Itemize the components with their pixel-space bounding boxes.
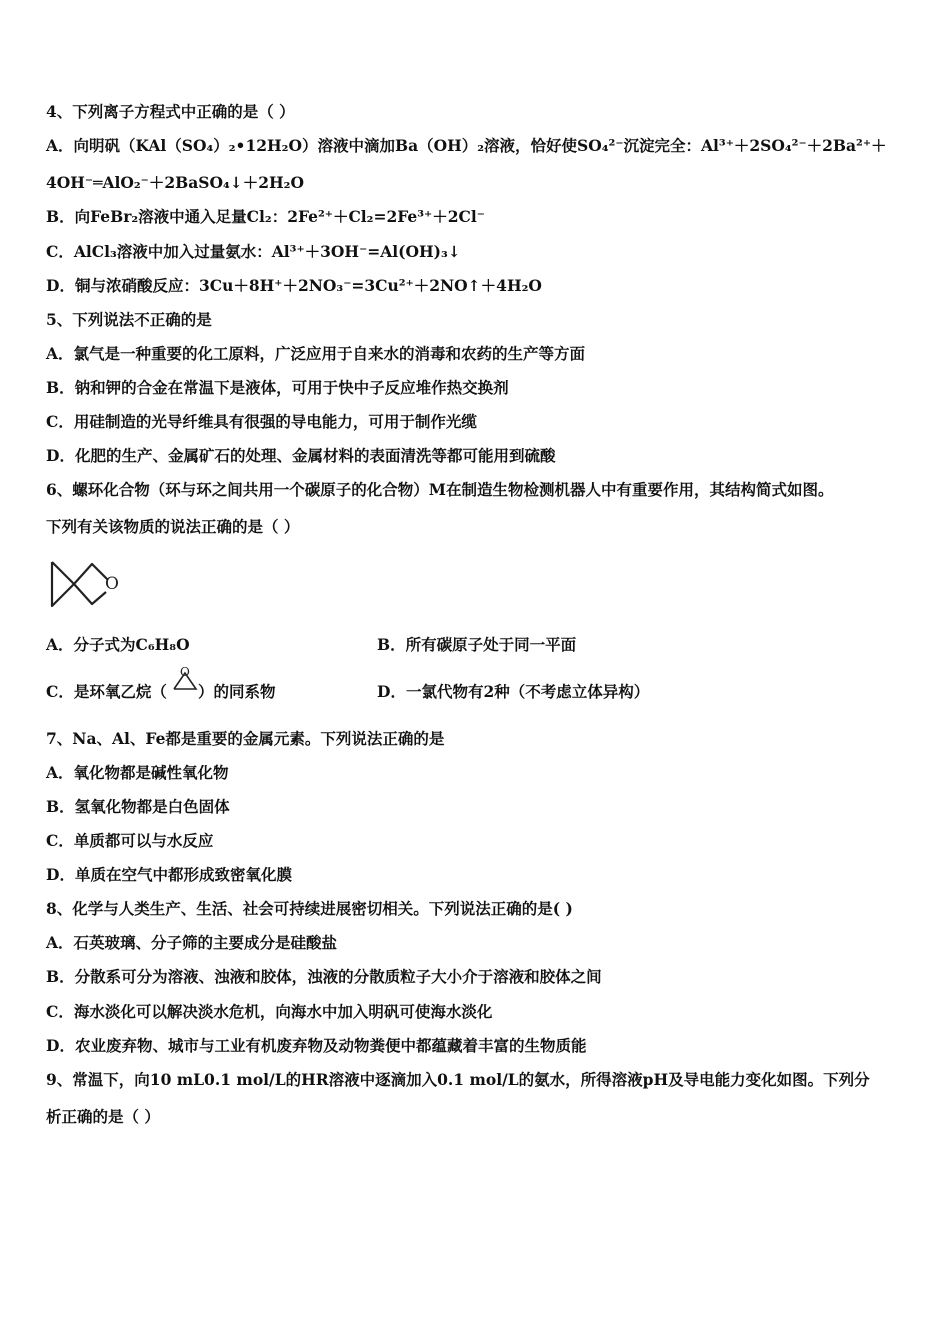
q7-option-b: B．氢氧化物都是白色固体 (46, 797, 230, 816)
q4-option-a: A．向明矾（KAl（SO₄）₂•12H₂O）溶液中滴加Ba（OH）₂溶液，恰好使SO₄²⁻沉淀完全：Al³⁺＋2SO₄²⁻＋2Ba²⁺＋ (46, 136, 887, 155)
q5-option-a: A．氯气是一种重要的化工原料，广泛应用于自来水的消毒和农药的生产等方面 (46, 344, 586, 363)
q7-option-a: A．氧化物都是碱性氧化物 (46, 763, 229, 782)
q6-option-c-part2: ）的同系物 (198, 682, 276, 701)
q6-option-c-part1: C．是环氧乙烷（ (46, 682, 167, 701)
q8-option-d: D．农业废弃物、城市与工业有机废弃物及动物粪便中都蕴藏着丰富的生物质能 (46, 1036, 587, 1055)
q9-stem-line2: 析正确的是（ ） (46, 1107, 160, 1126)
q6-stem-line1: 6、螺环化合物（环与环之间共用一个碳原子的化合物）M在制造生物检测机器人中有重要作用，其结构简式如图。 (46, 480, 834, 499)
spiro-compound-structure (48, 556, 128, 614)
epoxide-oxygen-label: O (180, 665, 190, 679)
q6-option-d: D．一氯代物有2种（不考虑立体异构） (377, 682, 650, 701)
q7-option-d: D．单质在空气中都形成致密氧化膜 (46, 865, 292, 884)
oxygen-atom-label: O (105, 574, 119, 594)
q4-option-a-cont: 4OH⁻═AlO₂⁻＋2BaSO₄↓＋2H₂O (46, 173, 304, 192)
q4-option-c: C．AlCl₃溶液中加入过量氨水：Al³⁺＋3OH⁻=Al(OH)₃↓ (46, 242, 461, 261)
q5-stem: 5、下列说法不正确的是 (46, 310, 212, 329)
q6-option-b: B．所有碳原子处于同一平面 (377, 635, 577, 654)
q4-stem: 4、下列离子方程式中正确的是（ ） (46, 102, 295, 121)
q5-option-c: C．用硅制造的光导纤维具有很强的导电能力，可用于制作光缆 (46, 412, 477, 431)
q5-option-d: D．化肥的生产、金属矿石的处理、金属材料的表面清洗等都可能用到硫酸 (46, 446, 556, 465)
q4-option-b: B．向FeBr₂溶液中通入足量Cl₂：2Fe²⁺＋Cl₂=2Fe³⁺＋2Cl⁻ (46, 207, 485, 226)
epoxide-structure (170, 665, 200, 693)
q9-stem-line1: 9、常温下，向10 mL0.1 mol/L的HR溶液中逐滴加入0.1 mol/L的氨水，所得溶液pH及导电能力变化如图。下列分 (46, 1070, 870, 1089)
q8-stem: 8、化学与人类生产、生活、社会可持续进展密切相关。下列说法正确的是( ) (46, 899, 573, 918)
q7-option-c: C．单质都可以与水反应 (46, 831, 214, 850)
q4-option-d: D．铜与浓硝酸反应：3Cu＋8H⁺＋2NO₃⁻=3Cu²⁺＋2NO↑＋4H₂O (46, 276, 542, 295)
q8-option-c: C．海水淡化可以解决淡水危机，向海水中加入明矾可使海水淡化 (46, 1002, 493, 1021)
q6-stem-line2: 下列有关该物质的说法正确的是（ ） (46, 517, 300, 536)
q8-option-b: B．分散系可分为溶液、浊液和胶体，浊液的分散质粒子大小介于溶液和胶体之间 (46, 967, 602, 986)
q5-option-b: B．钠和钾的合金在常温下是液体，可用于快中子反应堆作热交换剂 (46, 378, 509, 397)
q6-option-a: A．分子式为C₆H₈O (46, 635, 190, 654)
q7-stem: 7、Na、Al、Fe都是重要的金属元素。下列说法正确的是 (46, 729, 445, 748)
q8-option-a: A．石英玻璃、分子筛的主要成分是硅酸盐 (46, 933, 338, 952)
